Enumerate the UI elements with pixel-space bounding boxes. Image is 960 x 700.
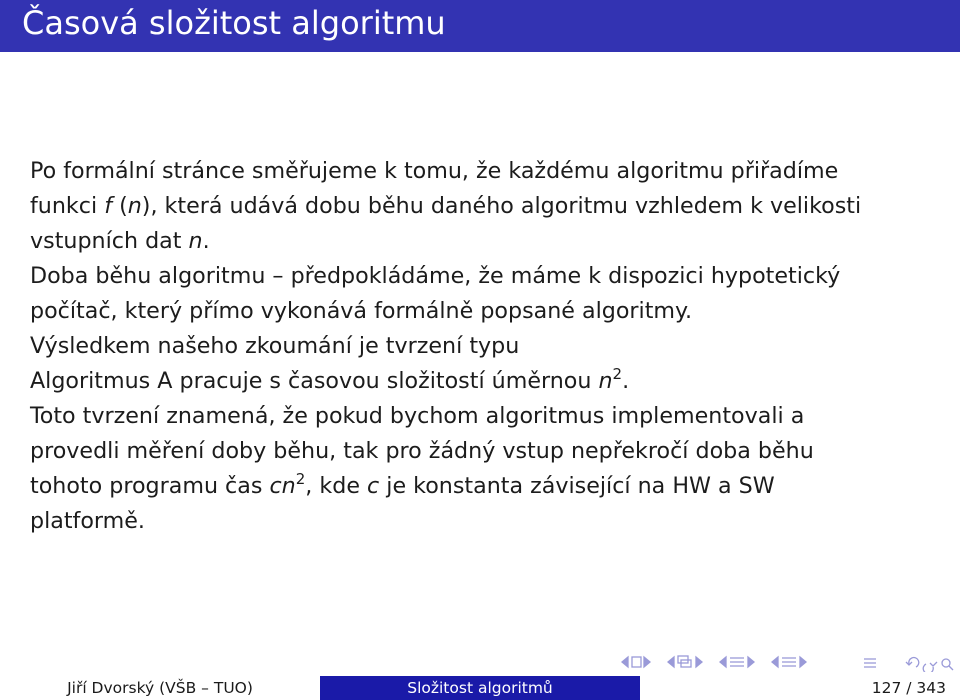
nav-section-prev-icon[interactable] (720, 657, 726, 667)
nav-frame-icon[interactable] (632, 657, 641, 667)
math-c: c (367, 473, 380, 499)
text-span: platformě. (30, 508, 145, 534)
body-line (30, 224, 950, 259)
math-n: n (188, 228, 203, 254)
text-span: tohoto programu čas (30, 473, 270, 499)
text-span: funkci (30, 193, 105, 219)
body-line (30, 434, 950, 469)
nav-doc-prev-icon[interactable] (772, 657, 778, 667)
math-n: n (598, 368, 613, 394)
text-span: Toto tvrzení znamená, že pokud bychom algoritmus implementovali a (30, 403, 805, 429)
body-line (30, 294, 950, 329)
text-span: Po formální stránce směřujeme k tomu, že každému algoritmu přiřadíme (30, 158, 839, 184)
text-span: Výsledkem našeho zkoumání je tvrzení typu (30, 333, 520, 359)
nav-doc-next-icon[interactable] (800, 657, 806, 667)
text-span: provedli měření doby běhu, tak pro žádný vstup nepřekročí doba běhu (30, 438, 814, 464)
footer-title-box (320, 676, 640, 700)
text-span: , kde (305, 473, 368, 499)
math-cn: cn (269, 473, 296, 499)
body-line (30, 399, 950, 434)
nav-frame-prev-icon[interactable] (622, 657, 628, 667)
text-span: je konstanta závisející na HW a SW (379, 473, 775, 499)
text-span: Algoritmus A pracuje s časovou složitostí úměrnou (30, 368, 599, 394)
nav-doc-icon[interactable] (782, 658, 796, 666)
nav-frame-next-icon[interactable] (644, 657, 650, 667)
math-f: f (104, 193, 113, 219)
footer-page-number: 127 / 343 (871, 679, 946, 697)
body-line (30, 469, 950, 504)
footer (0, 676, 960, 700)
exponent: 2 (295, 470, 306, 488)
nav-subsection-icon[interactable] (678, 656, 691, 667)
text-span: ), která udává dobu běhu daného algoritmu vzhledem k velikosti (141, 193, 862, 219)
footer-author-box (0, 676, 320, 700)
text-span: Doba běhu algoritmu – předpokládáme, že máme k dispozici hypotetický (30, 263, 841, 289)
nav-subsection-next-icon[interactable] (696, 657, 702, 667)
slide-title: Časová složitost algoritmu (22, 4, 446, 42)
text-span: vstupních dat (30, 228, 189, 254)
footer-author: Jiří Dvorský (VŠB – TUO) (67, 679, 253, 697)
nav-align-icon[interactable] (864, 659, 876, 667)
body-line (30, 504, 950, 539)
text-span: . (202, 228, 210, 254)
text-span: ( (112, 193, 128, 219)
title-bar (0, 0, 960, 52)
slide-body (30, 154, 950, 539)
exponent: 2 (612, 365, 623, 383)
body-line (30, 259, 950, 294)
body-line (30, 189, 950, 224)
math-n: n (127, 193, 142, 219)
body-line (30, 154, 950, 189)
text-span: počítač, který přímo vykonává formálně popsané algoritmy. (30, 298, 693, 324)
beamer-navigation (620, 652, 960, 672)
footer-title: Složitost algoritmů (407, 679, 553, 697)
nav-section-next-icon[interactable] (748, 657, 754, 667)
footer-page-box (640, 676, 960, 700)
body-line (30, 329, 950, 364)
text-span: . (622, 368, 630, 394)
nav-subsection-prev-icon[interactable] (668, 657, 674, 667)
body-line (30, 364, 950, 399)
nav-search-back-icon[interactable] (906, 658, 953, 672)
nav-section-icon[interactable] (730, 658, 744, 666)
